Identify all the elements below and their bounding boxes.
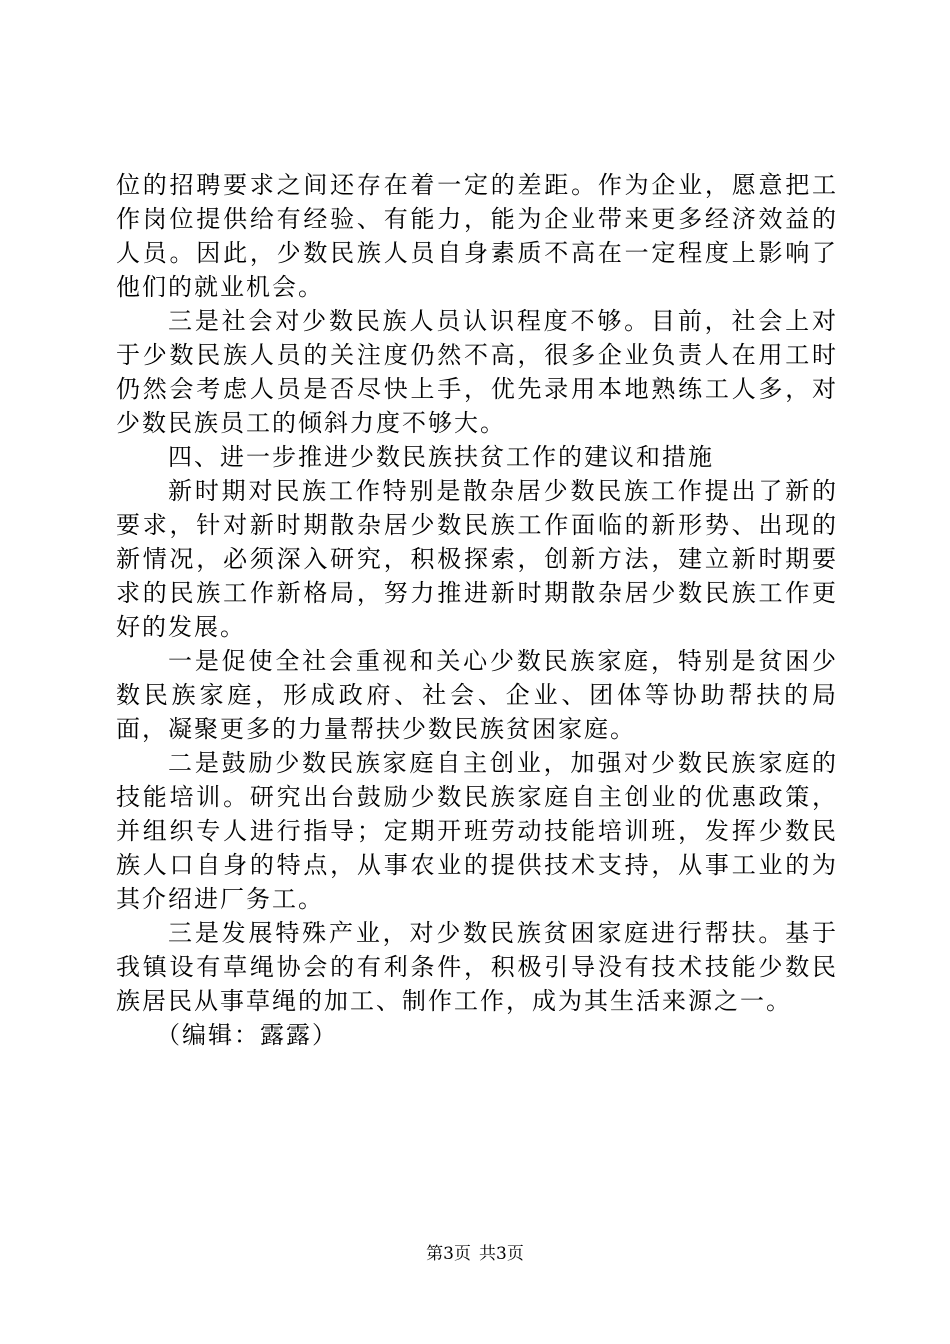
paragraph-measure-one: 一是促使全社会重视和关心少数民族家庭，特别是贫困少数民族家庭，形成政府、社会、企业、团体等协助帮扶的局面，凝聚更多的力量帮扶少数民族贫困家庭。 bbox=[116, 647, 838, 743]
paragraph-continuation: 位的招聘要求之间还存在着一定的差距。作为企业，愿意把工作岗位提供给有经验、有能力，能为企业带来更多经济效益的人员。因此，少数民族人员自身素质不高在一定程度上影响了他们的就业机会。 bbox=[116, 171, 838, 301]
paragraph-intro: 新时期对民族工作特别是散杂居少数民族工作提出了新的要求，针对新时期散杂居少数民族工作面临的新形势、出现的新情况，必须深入研究，积极探索，创新方法，建立新时期要求的民族工作新格局，努力推进新时期散杂居少数民族工作更好的发展。 bbox=[116, 477, 838, 641]
page-number: 第3页 bbox=[426, 1244, 471, 1264]
document-body bbox=[116, 168, 838, 1052]
section-heading: 四、进一步推进少数民族扶贫工作的建议和措施 bbox=[168, 443, 714, 471]
page-footer bbox=[0, 1243, 950, 1265]
page-total: 共3页 bbox=[479, 1244, 524, 1264]
paragraph-measure-two: 二是鼓励少数民族家庭自主创业，加强对少数民族家庭的技能培训。研究出台鼓励少数民族家庭自主创业的优惠政策，并组织专人进行指导；定期开班劳动技能培训班，发挥少数民族人口自身的特点，从事农业的提供技术支持，从事工业的为其介绍进厂务工。 bbox=[116, 749, 838, 913]
paragraph-point-three: 三是社会对少数民族人员认识程度不够。目前，社会上对于少数民族人员的关注度仍然不高，很多企业负责人在用工时仍然会考虑人员是否尽快上手，优先录用本地熟练工人多，对少数民族员工的倾斜力度不够大。 bbox=[116, 307, 838, 437]
paragraph-measure-three: 三是发展特殊产业，对少数民族贫困家庭进行帮扶。基于我镇设有草绳协会的有利条件，积极引导没有技术技能少数民族居民从事草绳的加工、制作工作，成为其生活来源之一。 bbox=[116, 919, 838, 1015]
editor-note: （编辑：露露） bbox=[156, 1021, 338, 1049]
